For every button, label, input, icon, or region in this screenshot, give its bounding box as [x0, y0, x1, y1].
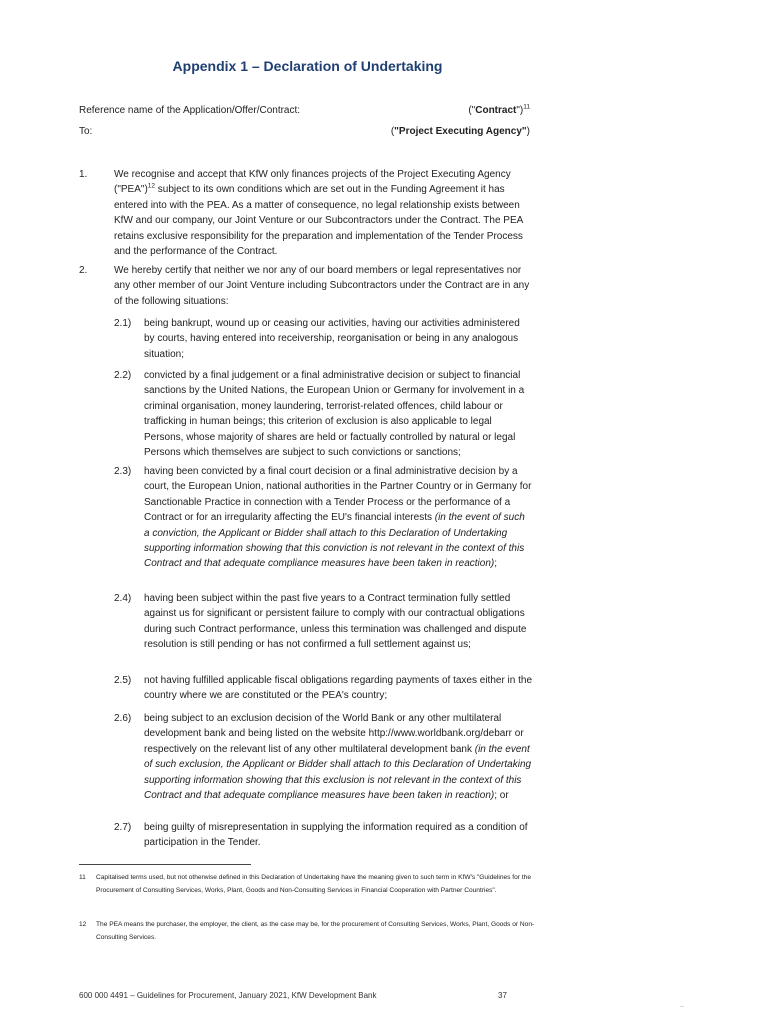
reference-value: ("Contract")$^{11}$ — [468, 103, 530, 116]
footnote-12 — [79, 919, 539, 944]
page-number: 37 — [498, 991, 507, 1000]
subclause-2-2 — [114, 368, 533, 460]
subclause-text: having been subject within the past five years to a Contract termination fully settled against us for significant or persistent failure to comply with our contractual obligations during such Contract performance, unless this termination was challenged and dispute resolution is still pending or has not confirmed a full settlement against us; — [144, 593, 527, 651]
clause-2 — [79, 263, 533, 309]
to-value: ("Project Executing Agency") — [390, 126, 530, 137]
italic-note: (in the event of such a conviction, the Applicant or Bidder shall attach to this Declaration of Undertaking supporting information showing that this conviction is not relevant in the context of this Contract and that adequate compliance measures have been taken in reaction) — [144, 512, 525, 570]
footnote-number: 11 — [79, 874, 86, 881]
subclause-text: being guilty of misrepresentation in supplying the information required as a condition of participation in the Tender. — [144, 822, 528, 849]
subclause-number: 2.5) — [114, 675, 132, 686]
page-title: Appendix 1 – Declaration of Undertaking — [172, 58, 443, 74]
subclause-2-4 — [114, 591, 533, 653]
subclause-2-1 — [114, 316, 533, 362]
italic-note: (in the event of such exclusion, the Applicant or Bidder shall attach to this Declaration of Undertaking supporting information showing that this exclusion is not relevant in the context of this Contract and that adequate compliance measures have been taken in reaction) — [144, 743, 532, 802]
clause-text: We recognise and accept that KfW only finances projects of the Project Executing Agency ("PEA")$^{12}$ subject to its own conditions which are set out in the Funding Agreement it has entered into with the PEA. As a matter of consequence, no legal relationship exists between KfW and our company, our Joint Venture or our Subcontractors under the Contract. The PEA retains exclusive responsibility for the preparation and implementation of the Tender Process and the performance of the Contract. — [114, 169, 523, 258]
footnote-text: The PEA means the purchaser, the employer, the client, as the case may be, for the procurement of Consulting Services, Works, Plant, Goods or Non-Consulting Services. — [96, 921, 535, 941]
clause-text: We hereby certify that neither we nor any of our board members or legal representatives nor any other member of our Joint Venture including Subcontractors under the Contract are in any of the following situations: — [114, 265, 530, 307]
page-footer: 600 000 4491 – Guidelines for Procurement, January 2021, KfW Development Bank — [79, 991, 377, 1000]
footnote-ref-12: 12 — [147, 183, 156, 191]
clause-number: 1. — [79, 169, 88, 180]
subclause-text: not having fulfilled applicable fiscal obligations regarding payments of taxes either in the country where we are constituted or the PEA's country; — [144, 675, 533, 702]
subclause-2-6 — [114, 711, 533, 803]
subclause-number: 2.2) — [114, 370, 132, 381]
subclause-text: being bankrupt, wound up or ceasing our activities, having our activities administered by courts, having entered into receivership, reorganisation or being in any analogous situation; — [144, 318, 520, 360]
subclause-2-3 — [114, 464, 533, 572]
subclause-text: being subject to an exclusion decision of the World Bank or any other multilateral development bank and being listed on the website http://www.worldbank.org/debarr or respectively on the relevant list of any other multilateral development bank (in the event of such exclusion, the Applicant or Bidder shall attach to this Declaration of Undertaking supporting information showing that this exclusion is not relevant in the context of this Contract and that adequate compliance measures have been taken in reaction); or — [144, 713, 532, 802]
footnote-ref-11: 11 — [523, 103, 530, 111]
contract-term: Contract — [475, 105, 517, 116]
clause-number: 2. — [79, 265, 88, 276]
subclause-number: 2.6) — [114, 713, 132, 724]
pea-term: "Project Executing Agency" — [394, 126, 527, 137]
subclause-number: 2.3) — [114, 466, 132, 477]
subclause-number: 2.7) — [114, 822, 132, 833]
footnote-text: Capitalised terms used, but not otherwise defined in this Declaration of Undertaking have the meaning given to such term in KfW's "Guidelines for the Procurement of Consulting Services, Works, Plant, Goods and Non-Consulting Services in Financial Cooperation with Partner Countries". — [96, 874, 531, 894]
corner-mark: -- — [680, 1004, 684, 1010]
to-label: To: — [79, 126, 93, 137]
footnote-11 — [79, 872, 539, 897]
reference-label: Reference name of the Application/Offer/Contract: — [79, 105, 301, 116]
subclause-2-7 — [114, 820, 533, 851]
footnote-number: 12 — [79, 921, 87, 928]
subclause-number: 2.1) — [114, 318, 132, 329]
clause-1 — [79, 167, 533, 259]
subclause-number: 2.4) — [114, 593, 132, 604]
subclause-text: having been convicted by a final court decision or a final administrative decision by a court, the European Union, national authorities in the Partner Country or in Germany for Sanctionable Practice in connection with a Tender Process or the performance of a Contract or for an irregularity affecting the EU's financial interests (in the event of such a conviction, the Applicant or Bidder shall attach to this Declaration of Undertaking supporting information showing that this conviction is not relevant in the context of this Contract and that adequate compliance measures have been taken in reaction); — [144, 466, 532, 570]
subclause-2-5 — [114, 673, 533, 704]
subclause-text: convicted by a final judgement or a final administrative decision or subject to financial sanctions by the United Nations, the European Union or Germany for involvement in a criminal organisation, money laundering, terrorist-related offences, child labour or trafficking in human beings; this criterion of exclusion is also applicable to legal Persons, whose majority of shares are held or factually controlled by natural or legal Persons which themselves are subject to such convictions or sanctions; — [144, 370, 525, 459]
footnote-separator — [79, 864, 251, 865]
